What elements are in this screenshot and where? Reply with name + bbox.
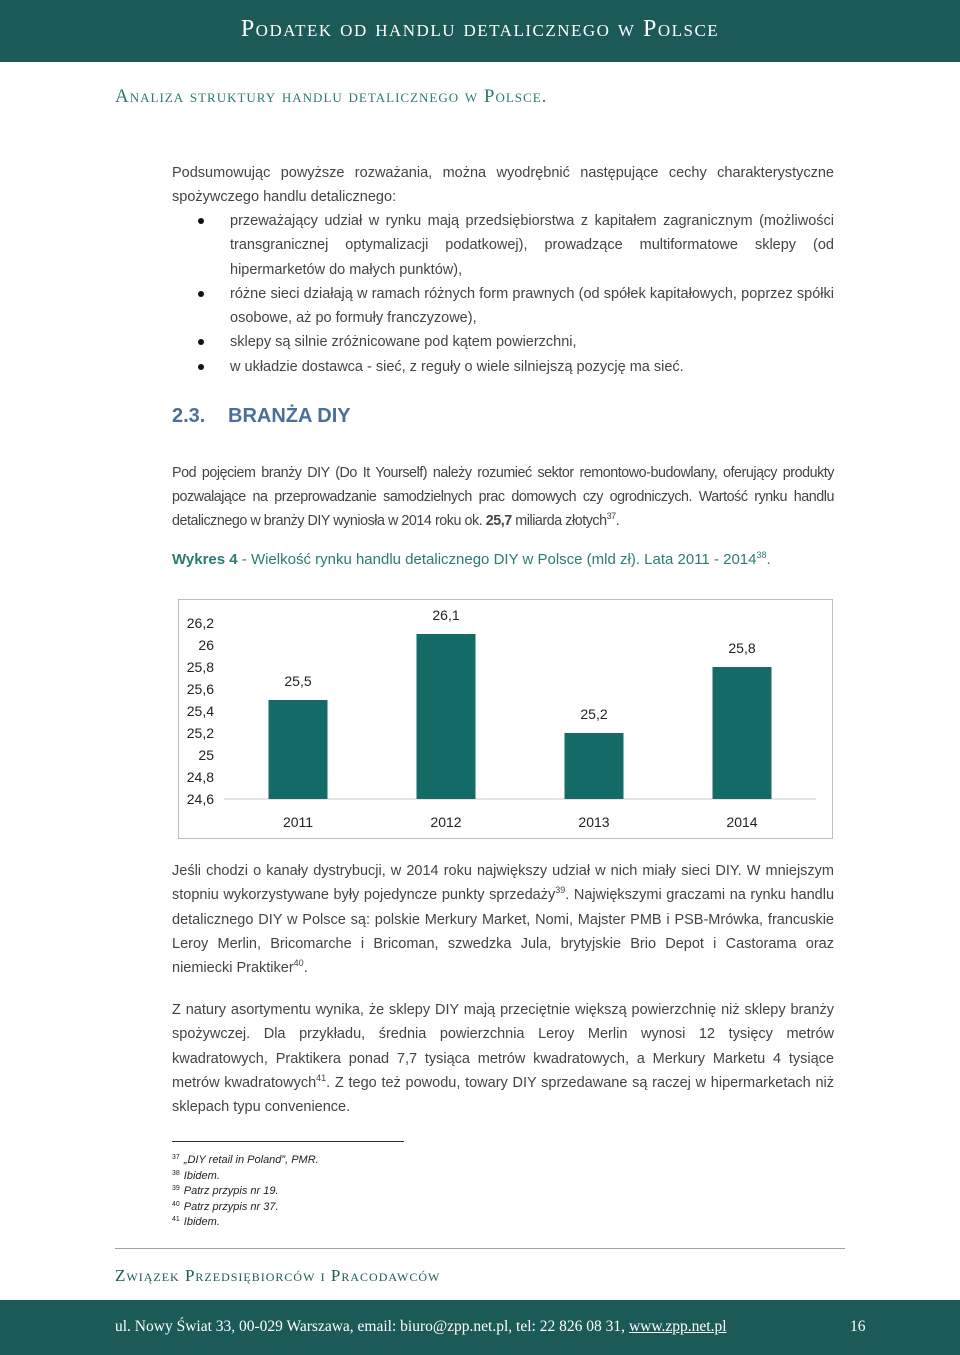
y-tick-label: 24,8 — [186, 769, 214, 785]
bar — [565, 733, 624, 799]
y-tick-label: 25,6 — [186, 681, 214, 697]
footnote-divider — [172, 1141, 404, 1142]
bullet-icon — [198, 291, 204, 297]
section-number: 2.3. — [172, 405, 206, 427]
x-tick-label: 2011 — [282, 814, 314, 830]
footnote: $^{37}$ „DIY retail in Poland”, PMR. — [172, 1154, 319, 1166]
bullet-icon — [198, 364, 204, 370]
footnote: $^{41}$ Ibidem. — [172, 1216, 220, 1228]
y-tick-label: 26,2 — [186, 615, 214, 631]
x-tick-label: 2012 — [430, 814, 462, 830]
channels-paragraph: Jeśli chodzi o kanały dystrybucji, w 2014 roku największy udział w nich miały sieci DIY. W mniejszym stopniu wykorzystywane były pojedyncze punkty sprzedaży$^{39}$. Największymi graczami na rynku handlu detalicznego DIY w Polsce są: polskie Merkury Market, Nomi, Majster PMB i PSB-Mrówka, francuskie Leroy Merlin, Bricomarche i Bricoman, szwedzka Jula, brytyjskie Brio Depot i Castorama oraz niemiecki Praktiker$^{40}$. — [172, 863, 835, 977]
y-tick-label: 25,8 — [186, 659, 214, 675]
footnote: $^{39}$ Patrz przypis nr 19. — [172, 1185, 279, 1197]
list-item: sklepy są silnie zróżnicowane pod kątem powierzchni, — [196, 330, 834, 354]
bar — [713, 667, 772, 799]
footnote-ref[interactable]: 40 — [293, 958, 304, 969]
footer-divider — [115, 1248, 845, 1249]
y-tick-label: 26 — [198, 637, 214, 653]
list-item: różne sieci działają w ramach różnych form prawnych (od spółek kapitałowych, poprzez spółki osobowe, aż po formuły franczyzowe), — [196, 282, 834, 331]
footnote-ref[interactable]: 41 — [316, 1072, 327, 1083]
y-tick-label: 25,4 — [186, 703, 214, 719]
footnote-ref[interactable]: 38 — [756, 550, 767, 560]
data-label: 25,8 — [728, 640, 756, 656]
x-tick-label: 2014 — [726, 814, 758, 830]
footer-contact — [115, 1318, 727, 1336]
footnote: $^{40}$ Patrz przypis nr 37. — [172, 1200, 279, 1213]
intro-paragraph: Podsumowując powyższe rozważania, można wyodrębnić następujące cechy charakterystyczne spożywczego handlu detalicznego: — [172, 165, 834, 206]
chart-caption: Wykres 4 - Wielkość rynku handlu detalicznego DIY w Polsce (mld zł). Lata 2011 - 2014$^{38}$. — [172, 550, 771, 568]
market-value: 25,7 — [485, 513, 512, 529]
data-label: 25,2 — [580, 706, 608, 722]
bullet-icon — [198, 339, 204, 345]
data-label: 25,5 — [284, 673, 312, 689]
diy-paragraph: Pod pojęciem branży DIY (Do It Yourself) należy rozumieć sektor remontowo-budowlany, oferujący produkty pozwalające na przeprowadzanie samodzielnych prac domowych czy ogrodniczych. Wartość rynku handlu detalicznego w branży DIY wyniosła w 2014 roku ok. 25,7 miliarda złotych$^{37}$. — [172, 465, 834, 529]
footer-organization: Związek Przedsiębiorców i Pracodawców — [115, 1266, 441, 1285]
bar — [269, 700, 328, 799]
y-tick-label: 25,2 — [186, 725, 214, 741]
bullet-icon — [198, 218, 204, 224]
document-title: Podatek od handlu detalicznego w Polsce — [240, 16, 720, 42]
footer-address: ul. Nowy Świat 33, 00-029 Warszawa, email: biuro@zpp.net.pl, tel: 22 826 08 31, — [115, 1318, 625, 1335]
page-number: 16 — [850, 1318, 866, 1335]
data-label: 26,1 — [432, 607, 460, 623]
footnote-ref[interactable]: 39 — [555, 885, 566, 896]
section-title — [172, 405, 351, 428]
y-tick-label: 25 — [198, 747, 214, 763]
list-item: w układzie dostawca - sieć, z reguły o wiele silniejszą pozycję ma sieć. — [196, 355, 834, 379]
bar — [417, 634, 476, 799]
feature-list — [196, 209, 834, 379]
area-paragraph: Z natury asortymentu wynika, że sklepy DIY mają przeciętnie większą powierzchnię niż sklepy branży spożywczej. Dla przykładu, średnia powierzchnia Leroy Merlin wynosi 12 tysięcy metrów kwadratowych, Praktikera ponad 7,7 tysiąca metrów kwadratowych, a Merkury Marketu 4 tysiące metrów kwadratowych$^{41}$. Z tego też powodu, towary DIY sprzedawane są raczej w hipermarketach niż sklepach typu convenience. — [172, 1002, 834, 1116]
bar-chart — [179, 600, 834, 840]
website-link[interactable]: www.zpp.net.pl — [628, 1318, 727, 1335]
section-heading: Analiza struktury handlu detalicznego w Polsce. — [115, 86, 548, 107]
footnote: $^{38}$ Ibidem. — [172, 1169, 220, 1182]
chart-frame — [178, 599, 833, 839]
x-tick-label: 2013 — [578, 814, 610, 830]
list-item: przeważający udział w rynku mają przedsiębiorstwa z kapitałem zagranicznym (możliwości transgranicznej optymalizacji podatkowej), prowadzące multiformatowe sklepy (od hipermarketów do małych punktów), — [196, 209, 834, 282]
y-tick-label: 24,6 — [186, 791, 214, 807]
section-name: BRANŻA DIY — [228, 405, 351, 427]
footnotes — [172, 1153, 319, 1231]
chart-label: Wykres 4 — [172, 551, 238, 568]
footnote-ref[interactable]: 37 — [606, 511, 616, 521]
